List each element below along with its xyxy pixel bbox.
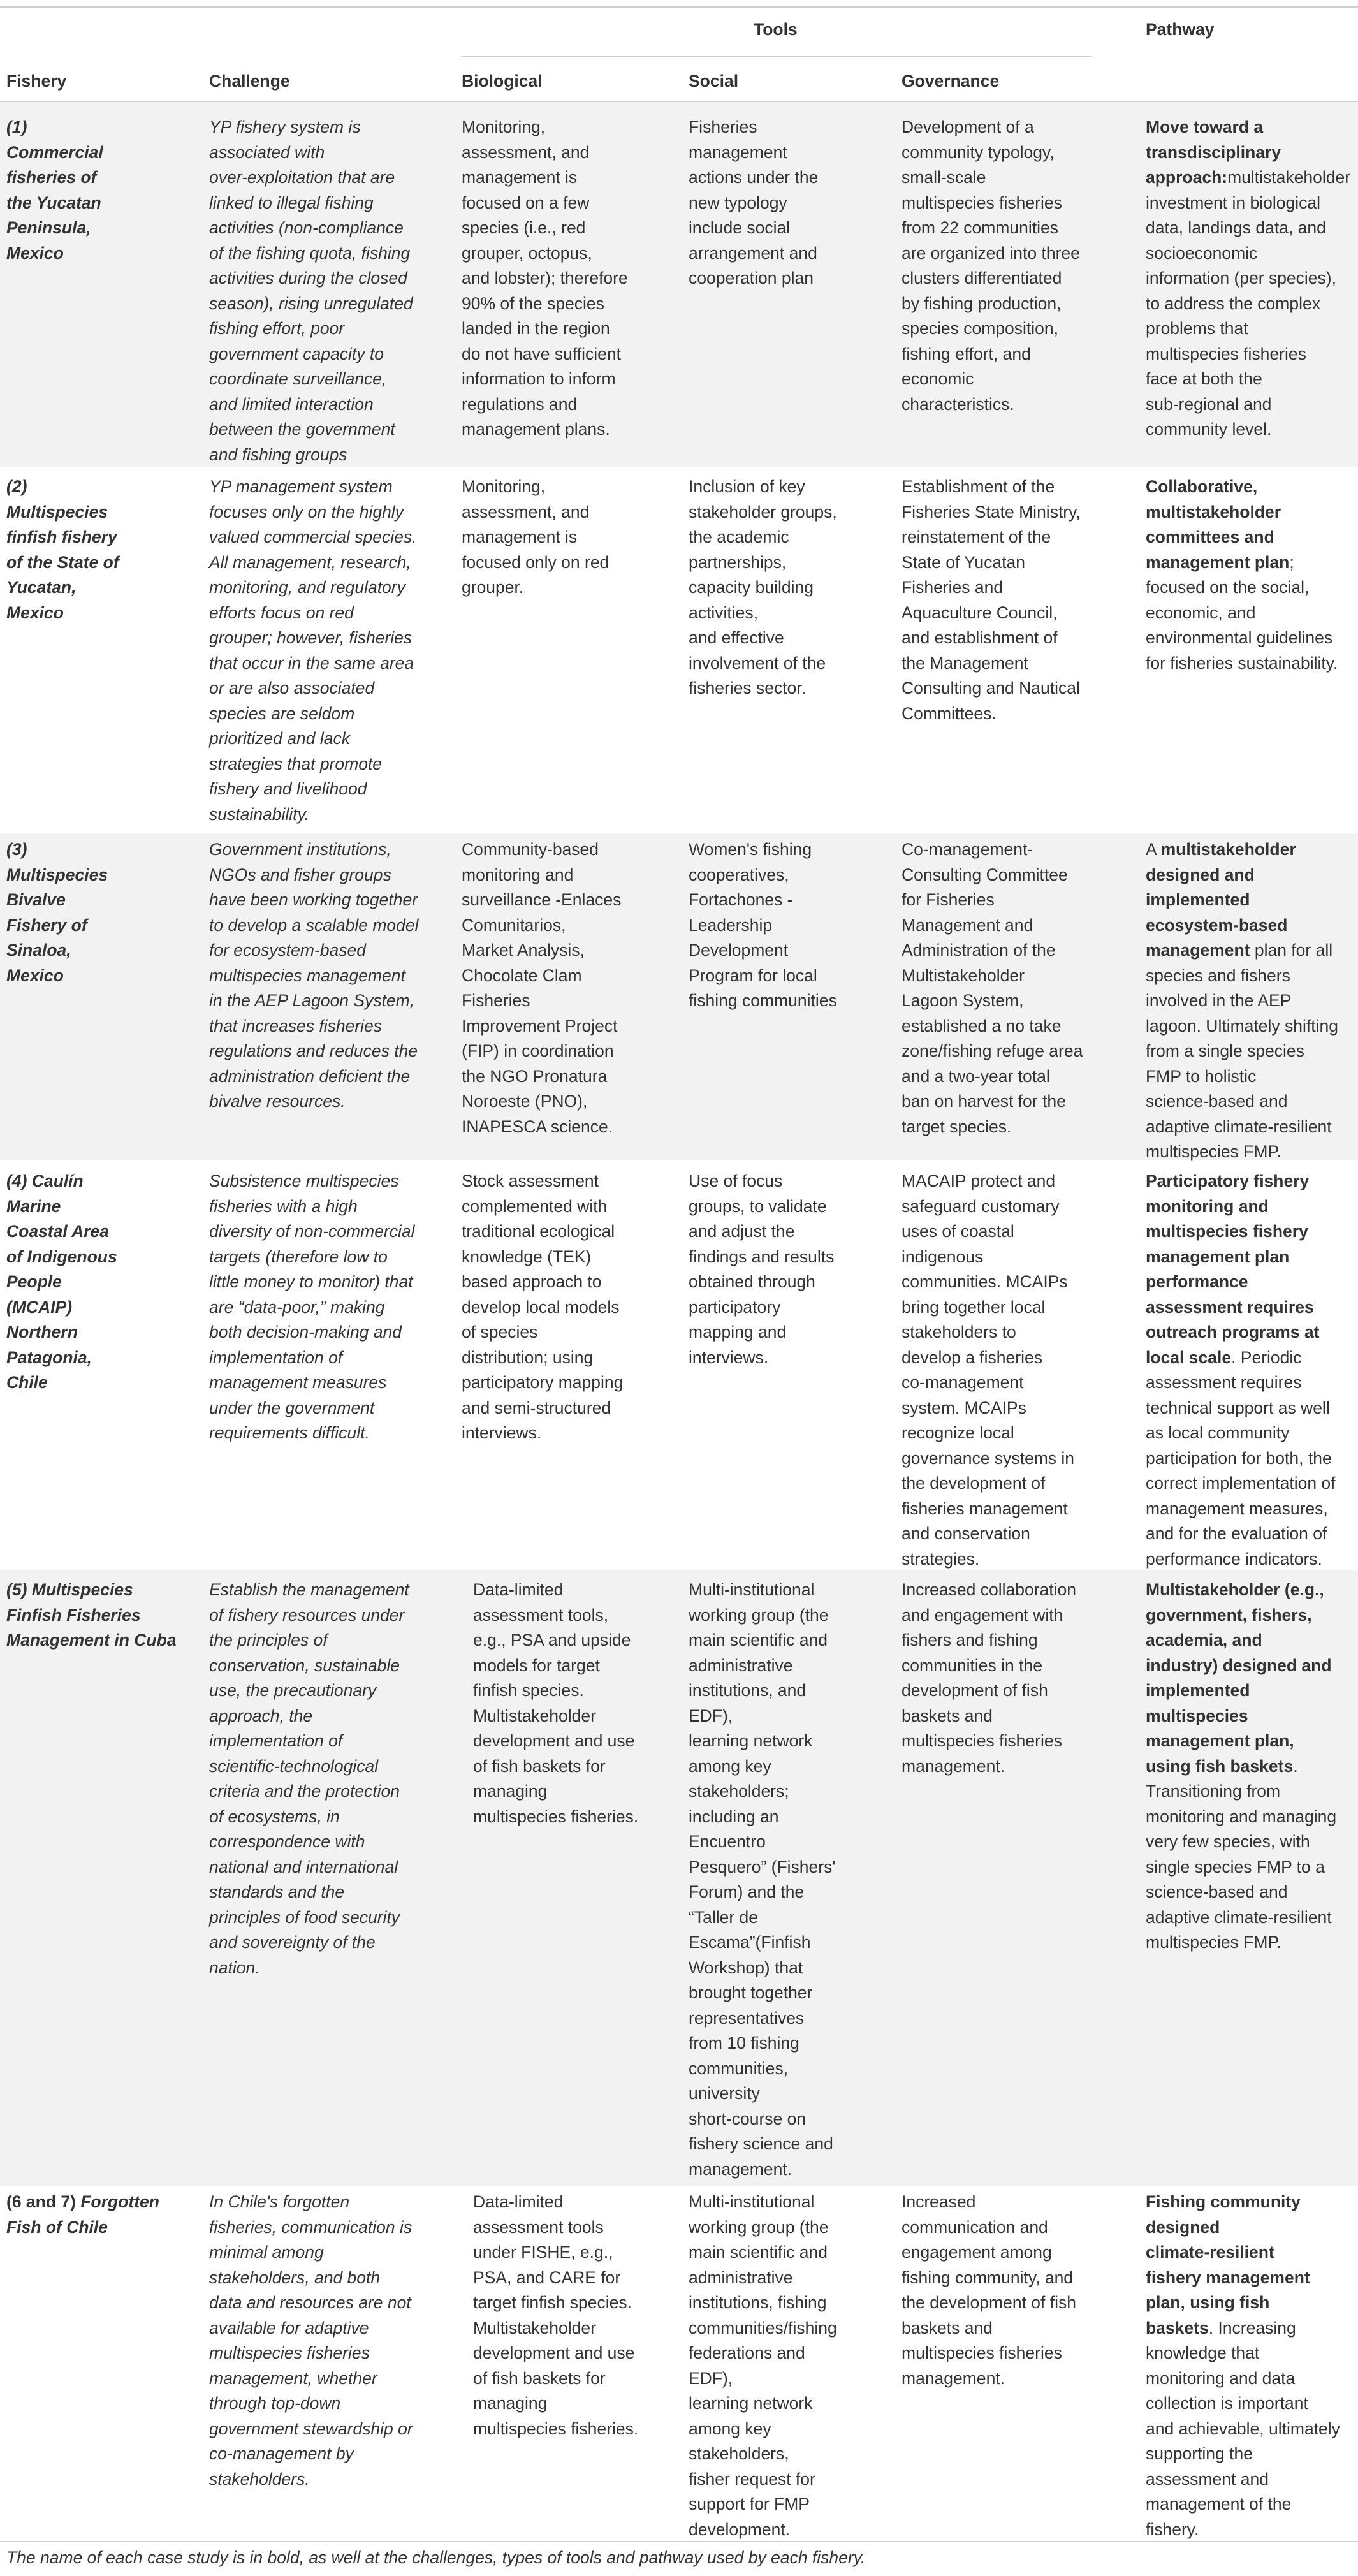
row-1-governance: Development of a community typology, small-scale multispecies fisheries from 22 communities are organized into three clusters differentiated by fishing production, species composition, fishing effort, and economic characteristics. xyxy=(902,117,1080,414)
table-bottom-rule xyxy=(0,2541,1358,2542)
row-5-pathway-bold: Multistakeholder (e.g., government, fishers, academia, and industry) designed and implemented multispecies management plan, using fish baskets xyxy=(1146,1580,1332,1776)
row-6-pathway-text: . Increasing knowledge that monitoring and data collection is important and achievable, ultimately supporting the assessment and management of the fishery. xyxy=(1146,2318,1340,2539)
row-1-fishery: (1) Commercial fisheries of the Yucatan Peninsula, Mexico xyxy=(6,117,103,263)
table-caption: The name of each case study is in bold, as well at the challenges, types of tools and pathway used by each fishery. xyxy=(6,2548,866,2567)
header-social: Social xyxy=(689,71,739,91)
row-4-challenge: Subsistence multispecies fisheries with a high diversity of non-commercial targets (therefore low to little money to monitor) that are “data-poor,” making both decision-making and implementation of management measures under the government requirements difficult. xyxy=(209,1171,415,1442)
header-challenge: Challenge xyxy=(209,71,290,91)
row-3-pathway-lead: A xyxy=(1146,840,1161,859)
row-6-biological: Data-limited assessment tools under FISHE, e.g., PSA, and CARE for target finfish species. Multistakeholder development and use of fish baskets for managing multispecies fisheries. xyxy=(473,2192,639,2438)
row-2-social: Inclusion of key stakeholder groups, the academic partnerships, capacity building activities, and effective involvement of the fisheries sector. xyxy=(689,477,837,698)
row-6-pathway xyxy=(1146,2190,1340,2542)
row-3-pathway xyxy=(1146,837,1338,1165)
row-6-governance: Increased communication and engagement among fishing community, and the development of fish baskets and multispecies fisheries management. xyxy=(902,2192,1077,2388)
row-1-pathway-bold: Move toward a transdisciplinary approach: xyxy=(1146,117,1281,187)
row-6-social: Multi-institutional working group (the main scientific and administrative institutions, fishing communities/fishing federations and EDF), learning network among key stakeholders, fisher request for support for FMP development. xyxy=(689,2192,837,2539)
row-2-challenge: YP management system focuses only on the highly valued commercial species. All management, research, monitoring, and regulatory efforts focus on red grouper; however, fisheries that occur in the same area or are also associated species are seldom prioritized and lack strategies that promote fishery and livelihood sustainability. xyxy=(209,477,417,824)
row-3-challenge: Government institutions, NGOs and fisher groups have been working together to develop a scalable model for ecosystem-based multispecies management in the AEP Lagoon System, that increases fisheries regulations and reduces the administration deficient the bivalve resources. xyxy=(209,840,419,1111)
row-5-social: Multi-institutional working group (the main scientific and administrative institutions, and EDF), learning network among key stakeholders; including an Encuentro Pesquero” (Fishers' Forum) and the “Taller de Escama”(Finfish Workshop) that brought together representatives from 10 fishing communities, university short-course on fishery science and management. xyxy=(689,1580,836,2179)
row-4-pathway xyxy=(1146,1169,1336,1572)
row-3-fishery: (3) Multispecies Bivalve Fishery of Sinaloa, Mexico xyxy=(6,840,108,985)
row-3-pathway-text: plan for all species and fishers involved in the AEP lagoon. Ultimately shifting from a single species FMP to holistic science-based and adaptive climate-resilient multispecies FMP. xyxy=(1146,940,1338,1161)
row-2-pathway-text: ; focused on the social, economic, and environmental guidelines for fisheries sustainability. xyxy=(1146,552,1338,673)
header-fishery: Fishery xyxy=(6,71,67,91)
row-4-governance: MACAIP protect and safeguard customary uses of coastal indigenous communities. MCAIPs bring together local stakeholders to develop a fisheries co-management system. MCAIPs recognize local governance systems in the development of fisheries management and conservation strategies. xyxy=(902,1171,1075,1569)
row-1-pathway xyxy=(1146,115,1350,443)
row-3-biological: Community-based monitoring and surveillance -Enlaces Comunitarios, Market Analysis, Chocolate Clam Fisheries Improvement Project (FIP) in coordination the NGO Pronatura Noroeste (PNO), INAPESCA science. xyxy=(462,840,622,1136)
header-tools: Tools xyxy=(754,20,798,39)
row-3-social: Women's fishing cooperatives, Fortachones - Leadership Development Program for local fishing communities xyxy=(689,840,837,1010)
row-3-governance: Co-management- Consulting Committee for Fisheries Management and Administration of the Multistakeholder Lagoon System, established a no take zone/fishing refuge area and a two-year total ban on harvest for the target species. xyxy=(902,840,1083,1136)
tools-underline xyxy=(461,56,1092,57)
row-2-pathway xyxy=(1146,474,1338,676)
row-5-pathway-text: . Transitioning from monitoring and managing very few species, with single species FMP to a science-based and adaptive climate-resilient multispecies FMP. xyxy=(1146,1756,1337,1952)
row-6-challenge: In Chile's forgotten fisheries, communication is minimal among stakeholders, and both data and resources are not available for adaptive multispecies fisheries management, whether through top-down government stewardship or co-management by stakeholders. xyxy=(209,2192,413,2489)
header-pathway: Pathway xyxy=(1146,20,1215,39)
row-4-pathway-text: . Periodic assessment requires technical support as well as local community participation for both, the correct implementation of management measures, and for the evaluation of performance indicators. xyxy=(1146,1347,1336,1569)
row-4-biological: Stock assessment complemented with traditional ecological knowledge (TEK) based approach to develop local models of species distribution; using participatory mapping and semi-structured interviews. xyxy=(462,1171,624,1442)
row-2-governance: Establishment of the Fisheries State Ministry, reinstatement of the State of Yucatan Fisheries and Aquaculture Council, and establishment of the Management Consulting and Nautical Committees. xyxy=(902,477,1081,723)
row-6-fishery-lead: (6 and 7) xyxy=(6,2192,81,2211)
row-5-biological: Data-limited assessment tools, e.g., PSA and upside models for target finfish species. Multistakeholder development and use of fish baskets for managing multispecies fisheries. xyxy=(473,1580,639,1826)
row-1-biological: Monitoring, assessment, and management is focused on a few species (i.e., red grouper, octopus, and lobster); therefore 90% of the species landed in the region do not have sufficient information to inform regulations and management plans. xyxy=(462,117,628,439)
row-4-fishery: (4) Caulín Marine Coastal Area of Indigenous People (MCAIP) Northern Patagonia, Chile xyxy=(6,1171,117,1392)
row-1-pathway-text: multistakeholder investment in biological data, landings data, and socioeconomic information (per species), to address the complex problems that multispecies fisheries face at both the sub-regional and community level. xyxy=(1146,168,1351,439)
row-4-social: Use of focus groups, to validate and adjust the findings and results obtained through participatory mapping and interviews. xyxy=(689,1171,835,1367)
row-5-fishery: (5) Multispecies Finfish Fisheries Management in Cuba xyxy=(6,1580,177,1650)
row-6-fishery-name: Forgotten Fish of Chile xyxy=(6,2192,159,2237)
row-2-biological: Monitoring, assessment, and management is focused only on red grouper. xyxy=(462,477,610,597)
row-6-pathway-bold: Fishing community designed climate-resilient fishery management plan, using fish baskets xyxy=(1146,2192,1310,2338)
row-4-pathway-bold: Participatory fishery monitoring and multispecies fishery management plan performance assessment requires outreach programs at local scale xyxy=(1146,1171,1320,1367)
row-2-fishery: (2) Multispecies finfish fishery of the State of Yucatan, Mexico xyxy=(6,477,119,622)
table-top-rule xyxy=(0,6,1358,8)
row-1-challenge: YP fishery system is associated with over-exploitation that are linked to illegal fishing activities (non-compliance of the fishing quota, fishing activities during the closed season), rising unregulated fishing effort, poor government capacity to coordinate surveillance, and limited interaction between the government and fishing groups xyxy=(209,117,413,464)
row-2-pathway-bold: Collaborative, multistakeholder committees and management plan xyxy=(1146,477,1290,572)
row-1-social: Fisheries management actions under the new typology include social arrangement and cooperation plan xyxy=(689,117,819,288)
header-biological: Biological xyxy=(462,71,543,91)
row-5-governance: Increased collaboration and engagement with fishers and fishing communities in the development of fish baskets and multispecies fisheries management. xyxy=(902,1580,1077,1776)
row-5-challenge: Establish the management of fishery resources under the principles of conservation, sustainable use, the precautionary approach, the implementation of scientific-technological criteria and the protection of ecosystems, in correspondence with national and international standards and the principles of food security and sovereignty of the nation. xyxy=(209,1580,409,1977)
row-3-pathway-bold: multistakeholder designed and implemented ecosystem-based management xyxy=(1146,840,1296,960)
row-5-pathway xyxy=(1146,1577,1336,1956)
header-governance: Governance xyxy=(902,71,1000,91)
row-6-fishery xyxy=(6,2190,159,2240)
